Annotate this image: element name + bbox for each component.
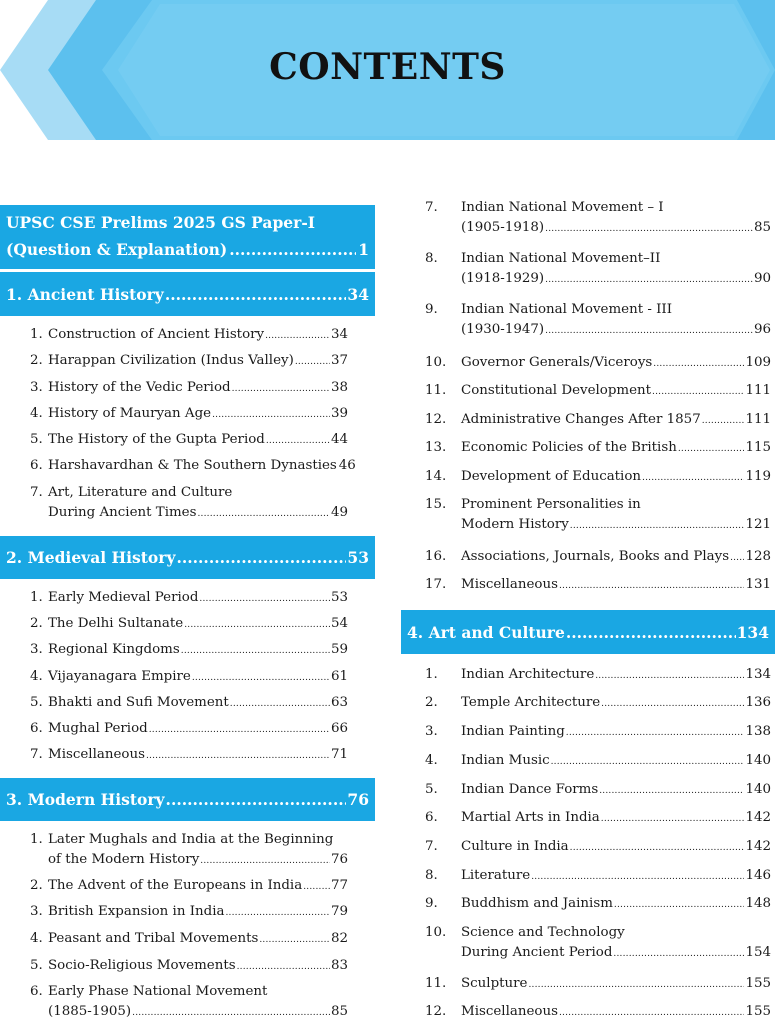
entry-page: 140 — [745, 782, 771, 797]
leader-dots — [595, 671, 744, 681]
leader-dots — [166, 790, 347, 809]
toc-entry[interactable] — [0, 616, 348, 631]
entry-number: 7. — [425, 200, 438, 215]
entry-title: Indian National Movement–II — [461, 251, 661, 266]
toc-entry[interactable] — [0, 485, 348, 500]
entry-page: 96 — [753, 322, 771, 337]
entry-title: Harshavardhan & The Southern Dynasties — [48, 458, 337, 473]
toc-entry[interactable] — [401, 469, 771, 484]
leader-dots — [200, 856, 330, 866]
paper-line2: (Question & Explanation) — [6, 240, 228, 259]
entry-number: 6. — [30, 721, 43, 736]
entry-page: 155 — [745, 1004, 771, 1019]
toc-entry[interactable] — [0, 931, 348, 946]
entry-number: 15. — [425, 497, 447, 512]
toc-entry-continuation[interactable] — [0, 852, 348, 867]
leader-dots — [570, 843, 745, 853]
toc-entry[interactable] — [0, 721, 348, 736]
entry-number: 5. — [425, 782, 438, 797]
leader-dots — [545, 326, 753, 336]
leader-dots — [678, 444, 745, 454]
entry-title: The Advent of the Europeans in India — [48, 878, 303, 893]
toc-entry[interactable] — [0, 958, 348, 973]
toc-entry-continuation[interactable] — [0, 1004, 348, 1019]
section-page: 76 — [347, 790, 369, 809]
entry-number: 16. — [425, 549, 447, 564]
entry-number: 5. — [30, 958, 43, 973]
section-bar-ancient[interactable] — [0, 272, 375, 316]
page-title: CONTENTS — [269, 46, 506, 88]
entry-title: Economic Policies of the British — [461, 440, 677, 455]
entry-title: Indian National Movement - III — [461, 302, 673, 317]
entry-title: Peasant and Tribal Movements — [48, 931, 259, 946]
entry-page: 90 — [753, 271, 771, 286]
toc-entry[interactable] — [0, 642, 348, 657]
leader-dots — [528, 980, 744, 990]
entry-number: 6. — [30, 984, 43, 999]
leader-dots — [197, 509, 329, 519]
leader-dots — [266, 436, 330, 446]
entry-title: Martial Arts in India — [461, 810, 600, 825]
leader-dots — [229, 236, 356, 263]
leader-dots — [259, 935, 330, 945]
entry-title: Miscellaneous — [461, 577, 558, 592]
leader-dots — [184, 620, 330, 630]
section-bar-medieval[interactable] — [0, 536, 375, 579]
toc-entry[interactable] — [0, 669, 348, 684]
toc-entry[interactable] — [401, 724, 771, 739]
toc-entry[interactable] — [401, 1004, 771, 1019]
entry-page: 76 — [330, 852, 348, 867]
entry-page: 54 — [330, 616, 348, 631]
toc-entry[interactable] — [0, 590, 348, 605]
entry-number: 7. — [30, 485, 43, 500]
leader-dots — [165, 285, 347, 304]
entry-title: Indian Dance Forms — [461, 782, 599, 797]
toc-entry[interactable] — [401, 753, 771, 768]
leader-dots — [225, 908, 329, 918]
entry-page: 154 — [745, 945, 771, 960]
entry-number: 12. — [425, 412, 447, 427]
toc-entry[interactable] — [0, 432, 348, 447]
entry-page: 71 — [330, 747, 348, 762]
toc-entry[interactable] — [0, 380, 348, 395]
entry-page: 128 — [745, 549, 771, 564]
leader-dots — [232, 384, 330, 394]
entry-number: 11. — [425, 383, 447, 398]
paper-page: 1 — [358, 240, 369, 259]
leader-dots — [652, 387, 744, 397]
section-bar-art[interactable] — [401, 610, 775, 654]
toc-entry[interactable] — [401, 412, 771, 427]
leader-dots — [192, 673, 330, 683]
entry-number: 11. — [425, 976, 447, 991]
leader-dots — [601, 699, 744, 709]
entry-number: 12. — [425, 1004, 447, 1019]
entry-title: Indian Architecture — [461, 667, 595, 682]
toc-entry[interactable] — [401, 383, 771, 398]
leader-dots — [566, 728, 745, 738]
entry-page: 85 — [753, 220, 771, 235]
entry-number: 1. — [425, 667, 438, 682]
toc-entry[interactable] — [0, 984, 348, 999]
entry-page: 140 — [745, 753, 771, 768]
entry-page: 63 — [330, 695, 348, 710]
entry-number: 8. — [425, 868, 438, 883]
leader-dots — [303, 882, 330, 892]
entry-number: 9. — [425, 302, 438, 317]
entry-title-line2: (1905-1918) — [461, 220, 545, 235]
entry-number: 4. — [30, 406, 43, 421]
entry-page: 142 — [745, 839, 771, 854]
entry-page: 46 — [338, 458, 356, 473]
section-title: 2. Medieval History — [6, 548, 176, 567]
entry-number: 1. — [30, 590, 43, 605]
toc-entry[interactable] — [0, 904, 348, 919]
entry-number: 1. — [30, 832, 43, 847]
entry-title: History of Mauryan Age — [48, 406, 212, 421]
entry-page: 59 — [330, 642, 348, 657]
toc-entry[interactable] — [401, 839, 771, 854]
entry-page: 49 — [330, 505, 348, 520]
toc-entry-continuation[interactable] — [401, 517, 771, 532]
entry-title: Culture in India — [461, 839, 569, 854]
entry-title-line2: of the Modern History — [48, 852, 200, 867]
entry-title: Construction of Ancient History — [48, 327, 265, 342]
toc-entry[interactable] — [0, 747, 348, 762]
toc-entry[interactable] — [401, 667, 771, 682]
entry-title: Indian National Movement – I — [461, 200, 664, 215]
toc-entry[interactable] — [0, 353, 348, 368]
leader-dots — [702, 416, 745, 426]
entry-page: 134 — [745, 667, 771, 682]
entry-number: 3. — [30, 904, 43, 919]
entry-page: 146 — [745, 868, 771, 883]
entry-title-line2: (1930-1947) — [461, 322, 545, 337]
paper-line1: UPSC CSE Prelims 2025 GS Paper-I — [6, 213, 316, 232]
entry-page: 85 — [330, 1004, 348, 1019]
entry-page: 142 — [745, 810, 771, 825]
entry-page: 66 — [330, 721, 348, 736]
entry-page: 121 — [745, 517, 771, 532]
leader-dots — [613, 949, 744, 959]
toc-entry[interactable] — [401, 695, 771, 710]
entry-number: 10. — [425, 925, 447, 940]
entry-number: 4. — [30, 931, 43, 946]
toc-entry-continuation[interactable] — [401, 945, 771, 960]
entry-number: 7. — [425, 839, 438, 854]
entry-number: 4. — [30, 669, 43, 684]
entry-number: 3. — [30, 642, 43, 657]
entry-page: 34 — [330, 327, 348, 342]
toc-entry[interactable] — [0, 458, 356, 473]
leader-dots — [531, 872, 744, 882]
entry-page: 109 — [745, 355, 771, 370]
entry-title: Vijayanagara Empire — [48, 669, 191, 684]
leader-dots — [230, 699, 330, 709]
toc-entry[interactable] — [401, 577, 771, 592]
entry-title-line2: During Ancient Times — [48, 505, 197, 520]
entry-title: Temple Architecture — [461, 695, 601, 710]
section-bar-modern[interactable] — [0, 778, 375, 821]
entry-title-line2: Modern History — [461, 517, 569, 532]
section-page: 134 — [736, 622, 769, 642]
toc-entry[interactable] — [0, 878, 348, 893]
toc-entry[interactable] — [401, 976, 771, 991]
entry-page: 131 — [745, 577, 771, 592]
entry-page: 39 — [330, 406, 348, 421]
leader-dots — [146, 751, 330, 761]
entry-number: 8. — [425, 251, 438, 266]
section-bar-paper[interactable] — [0, 205, 375, 269]
entry-number: 2. — [30, 353, 43, 368]
toc-entry-continuation[interactable] — [401, 220, 771, 235]
leader-dots — [551, 757, 745, 767]
entry-number: 10. — [425, 355, 447, 370]
entry-title: Associations, Journals, Books and Plays — [461, 549, 730, 564]
leader-dots — [295, 357, 330, 367]
entry-title: Indian Music — [461, 753, 550, 768]
entry-title: Development of Education — [461, 469, 642, 484]
toc-entry[interactable] — [401, 549, 771, 564]
entry-page: 111 — [745, 383, 771, 398]
toc-entry[interactable] — [0, 327, 348, 342]
leader-dots — [599, 786, 744, 796]
contents-banner — [0, 0, 775, 140]
entry-number: 2. — [30, 616, 43, 631]
entry-title: Constitutional Development — [461, 383, 652, 398]
toc-entry[interactable] — [401, 810, 771, 825]
entry-title: The Delhi Sultanate — [48, 616, 184, 631]
entry-number: 7. — [30, 747, 43, 762]
entry-title: Early Medieval Period — [48, 590, 199, 605]
toc-entry[interactable] — [401, 302, 771, 317]
entry-title: Sculpture — [461, 976, 528, 991]
leader-dots — [176, 548, 346, 567]
entry-page: 37 — [330, 353, 348, 368]
leader-dots — [642, 473, 744, 483]
toc-entry[interactable] — [401, 497, 771, 512]
entry-title: Prominent Personalities in — [461, 497, 641, 512]
toc-entry[interactable] — [0, 695, 348, 710]
entry-title: Science and Technology — [461, 925, 625, 940]
entry-title: Buddhism and Jainism — [461, 896, 613, 911]
entry-page: 119 — [745, 469, 771, 484]
entry-number: 5. — [30, 432, 43, 447]
entry-page: 155 — [745, 976, 771, 991]
entry-title: Bhakti and Sufi Movement — [48, 695, 229, 710]
entry-title: Harappan Civilization (Indus Valley) — [48, 353, 294, 368]
leader-dots — [559, 1008, 744, 1018]
section-page: 34 — [347, 284, 369, 304]
entry-title: History of the Vedic Period — [48, 380, 231, 395]
leader-dots — [212, 410, 330, 420]
entry-number: 2. — [30, 878, 43, 893]
leader-dots — [545, 224, 753, 234]
leader-dots — [237, 962, 330, 972]
entry-number: 6. — [425, 810, 438, 825]
toc-entry[interactable] — [401, 355, 771, 370]
toc-entry[interactable] — [401, 440, 771, 455]
entry-title: Art, Literature and Culture — [48, 485, 233, 500]
entry-number: 13. — [425, 440, 447, 455]
entry-title: Mughal Period — [48, 721, 148, 736]
entry-title: Miscellaneous — [48, 747, 145, 762]
toc-entry[interactable] — [401, 868, 771, 883]
entry-title: Later Mughals and India at the Beginning — [48, 832, 334, 847]
entry-number: 9. — [425, 896, 438, 911]
leader-dots — [653, 359, 744, 369]
entry-page: 138 — [745, 724, 771, 739]
toc-entry[interactable] — [401, 782, 771, 797]
leader-dots — [559, 581, 744, 591]
entry-title: The History of the Gupta Period — [48, 432, 265, 447]
entry-title: Governor Generals/Viceroys — [461, 355, 653, 370]
toc-entry[interactable] — [401, 925, 771, 940]
entry-title: Early Phase National Movement — [48, 984, 268, 999]
leader-dots — [265, 331, 330, 341]
leader-dots — [601, 814, 745, 824]
entry-page: 82 — [330, 931, 348, 946]
toc-entry[interactable] — [401, 251, 771, 266]
entry-number: 4. — [425, 753, 438, 768]
entry-title: Administrative Changes After 1857 — [461, 412, 701, 427]
leader-dots — [181, 646, 330, 656]
leader-dots — [570, 521, 745, 531]
toc-entry[interactable] — [0, 832, 348, 847]
toc-entry-continuation[interactable] — [0, 505, 348, 520]
leader-dots — [730, 553, 744, 563]
leader-dots — [566, 623, 736, 642]
leader-dots — [149, 725, 330, 735]
entry-page: 136 — [745, 695, 771, 710]
toc-entry[interactable] — [0, 406, 348, 421]
toc-entry[interactable] — [401, 896, 771, 911]
entry-page: 53 — [330, 590, 348, 605]
entry-number: 3. — [30, 380, 43, 395]
entry-title-line2: During Ancient Period — [461, 945, 613, 960]
entry-page: 77 — [330, 878, 348, 893]
leader-dots — [132, 1008, 330, 1018]
section-page: 53 — [347, 548, 369, 567]
section-title: 1. Ancient History — [6, 284, 164, 304]
entry-page: 83 — [330, 958, 348, 973]
entry-title: Socio-Religious Movements — [48, 958, 236, 973]
entry-title: Indian Painting — [461, 724, 565, 739]
entry-page: 79 — [330, 904, 348, 919]
toc-entry-continuation[interactable] — [401, 271, 771, 286]
entry-number: 5. — [30, 695, 43, 710]
entry-page: 115 — [745, 440, 771, 455]
entry-number: 1. — [30, 327, 43, 342]
leader-dots — [199, 594, 330, 604]
toc-entry[interactable] — [401, 200, 771, 215]
leader-dots — [614, 900, 745, 910]
entry-page: 111 — [745, 412, 771, 427]
entry-number: 14. — [425, 469, 447, 484]
entry-page: 61 — [330, 669, 348, 684]
entry-title: Literature — [461, 868, 531, 883]
entry-title: British Expansion in India — [48, 904, 225, 919]
entry-number: 2. — [425, 695, 438, 710]
entry-number: 6. — [30, 458, 43, 473]
entry-page: 38 — [330, 380, 348, 395]
entry-page: 148 — [745, 896, 771, 911]
entry-number: 3. — [425, 724, 438, 739]
section-title: 4. Art and Culture — [407, 622, 565, 642]
entry-page: 44 — [330, 432, 348, 447]
section-title: 3. Modern History — [6, 790, 165, 809]
entry-title-line2: (1885-1905) — [48, 1004, 132, 1019]
entry-title: Miscellaneous — [461, 1004, 558, 1019]
leader-dots — [545, 275, 753, 285]
toc-entry-continuation[interactable] — [401, 322, 771, 337]
entry-title: Regional Kingdoms — [48, 642, 180, 657]
entry-title-line2: (1918-1929) — [461, 271, 545, 286]
entry-number: 17. — [425, 577, 447, 592]
